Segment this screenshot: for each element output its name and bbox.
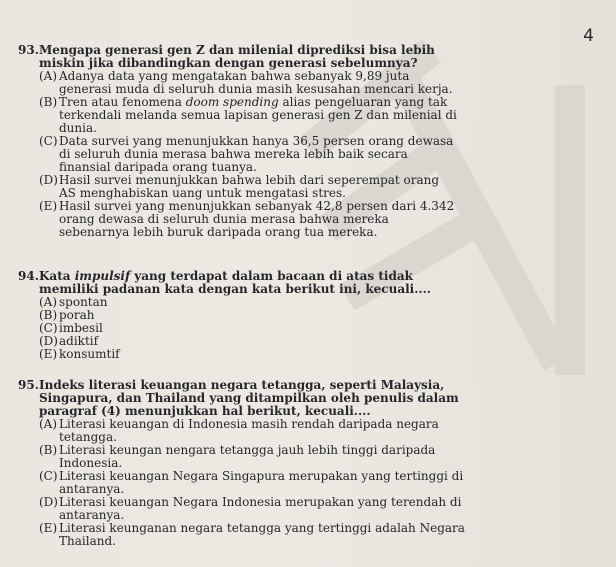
option-c[interactable] [39,135,458,174]
option-a[interactable] [39,418,468,444]
question-number: 93. [18,43,39,57]
question-number: 94. [18,269,39,283]
option-label: (B) [39,308,58,322]
option-b[interactable] [39,96,458,135]
option-label: (B) [39,443,58,457]
option-c[interactable] [39,322,458,335]
option-label: (A) [39,295,58,309]
option-text: Literasi keunganan negara tetangga yang tertinggi adalah Negara Thailand. [59,521,465,548]
option-e[interactable] [39,348,458,361]
option-e[interactable] [39,200,458,239]
option-label: (E) [39,199,58,213]
question-number: 95. [18,378,39,392]
question-stem: Mengapa generasi gen Z dan milenial diprediksi bisa lebih miskin jika dibandingkan dengan generasi sebelumnya? [39,43,435,70]
option-text: Literasi keuangan di Indonesia masih rendah daripada negara tetangga. [59,417,439,444]
option-label: (C) [39,134,58,148]
option-c[interactable] [39,470,468,496]
option-label: (A) [39,417,58,431]
option-text: adiktif [59,334,99,348]
italic-term: impulsif [74,269,131,283]
question-stem: Indeks literasi keuangan negara tetangga, seperti Malaysia, Singapura, dan Thailand yang ditampilkan oleh penulis dalam paragraf (4) menunjukkan hal berikut, kecuali.... [39,378,459,418]
question-stem: Kata impulsif yang terdapat dalam bacaan di atas tidak memiliki padanan kata dengan kata berikut ini, kecuali.... [39,269,431,296]
option-text: Literasi keungan nengara tetangga jauh lebih tinggi daripada Indonesia. [59,443,436,470]
option-text: Literasi keuangan Negara Singapura merupakan yang tertinggi di antaranya. [59,469,464,496]
corner-page-digit: 4 [583,26,594,46]
option-d[interactable] [39,496,468,522]
option-b[interactable] [39,444,468,470]
option-label: (C) [39,469,58,483]
option-label: (C) [39,321,58,335]
option-text: Hasil survei yang menunjukkan sebanyak 42,8 persen dari 4.342 orang dewasa di seluruh dunia merasa bahwa mereka sebenarnya lebih buruk daripada orang tua mereka. [59,199,455,239]
option-text: konsumtif [59,347,120,361]
option-label: (E) [39,347,58,361]
option-text: Data survei yang menunjukkan hanya 36,5 persen orang dewasa di seluruh dunia merasa bahwa mereka lebih baik secara finansial daripada orang tuanya. [59,134,454,174]
option-text: Tren atau fenomena doom spending alias pengeluaran yang tak terkendali melanda semua lapisan generasi gen Z dan milenial di dunia. [59,95,457,135]
option-label: (D) [39,495,58,509]
option-d[interactable] [39,174,458,200]
question-94 [18,270,458,361]
question-95 [18,379,468,548]
italic-term: doom spending [185,95,279,109]
option-label: (B) [39,95,58,109]
option-e[interactable] [39,522,468,548]
option-label: (A) [39,69,58,83]
option-text: Adanya data yang mengatakan bahwa sebanyak 9,89 juta generasi muda di seluruh dunia masih kesusahan mencari kerja. [59,69,453,96]
option-label: (D) [39,173,58,187]
option-a[interactable] [39,296,458,309]
option-a[interactable] [39,70,458,96]
option-label: (E) [39,521,58,535]
option-text: imbesil [59,321,103,335]
option-text: Hasil survei menunjukkan bahwa lebih dari seperempat orang AS menghabiskan uang untuk mengatasi stres. [59,173,440,200]
option-text: porah [59,308,95,322]
question-93 [18,44,458,239]
option-text: spontan [59,295,108,309]
option-label: (D) [39,334,58,348]
option-text: Literasi keuangan Negara Indonesia merupakan yang terendah di antaranya. [59,495,462,522]
